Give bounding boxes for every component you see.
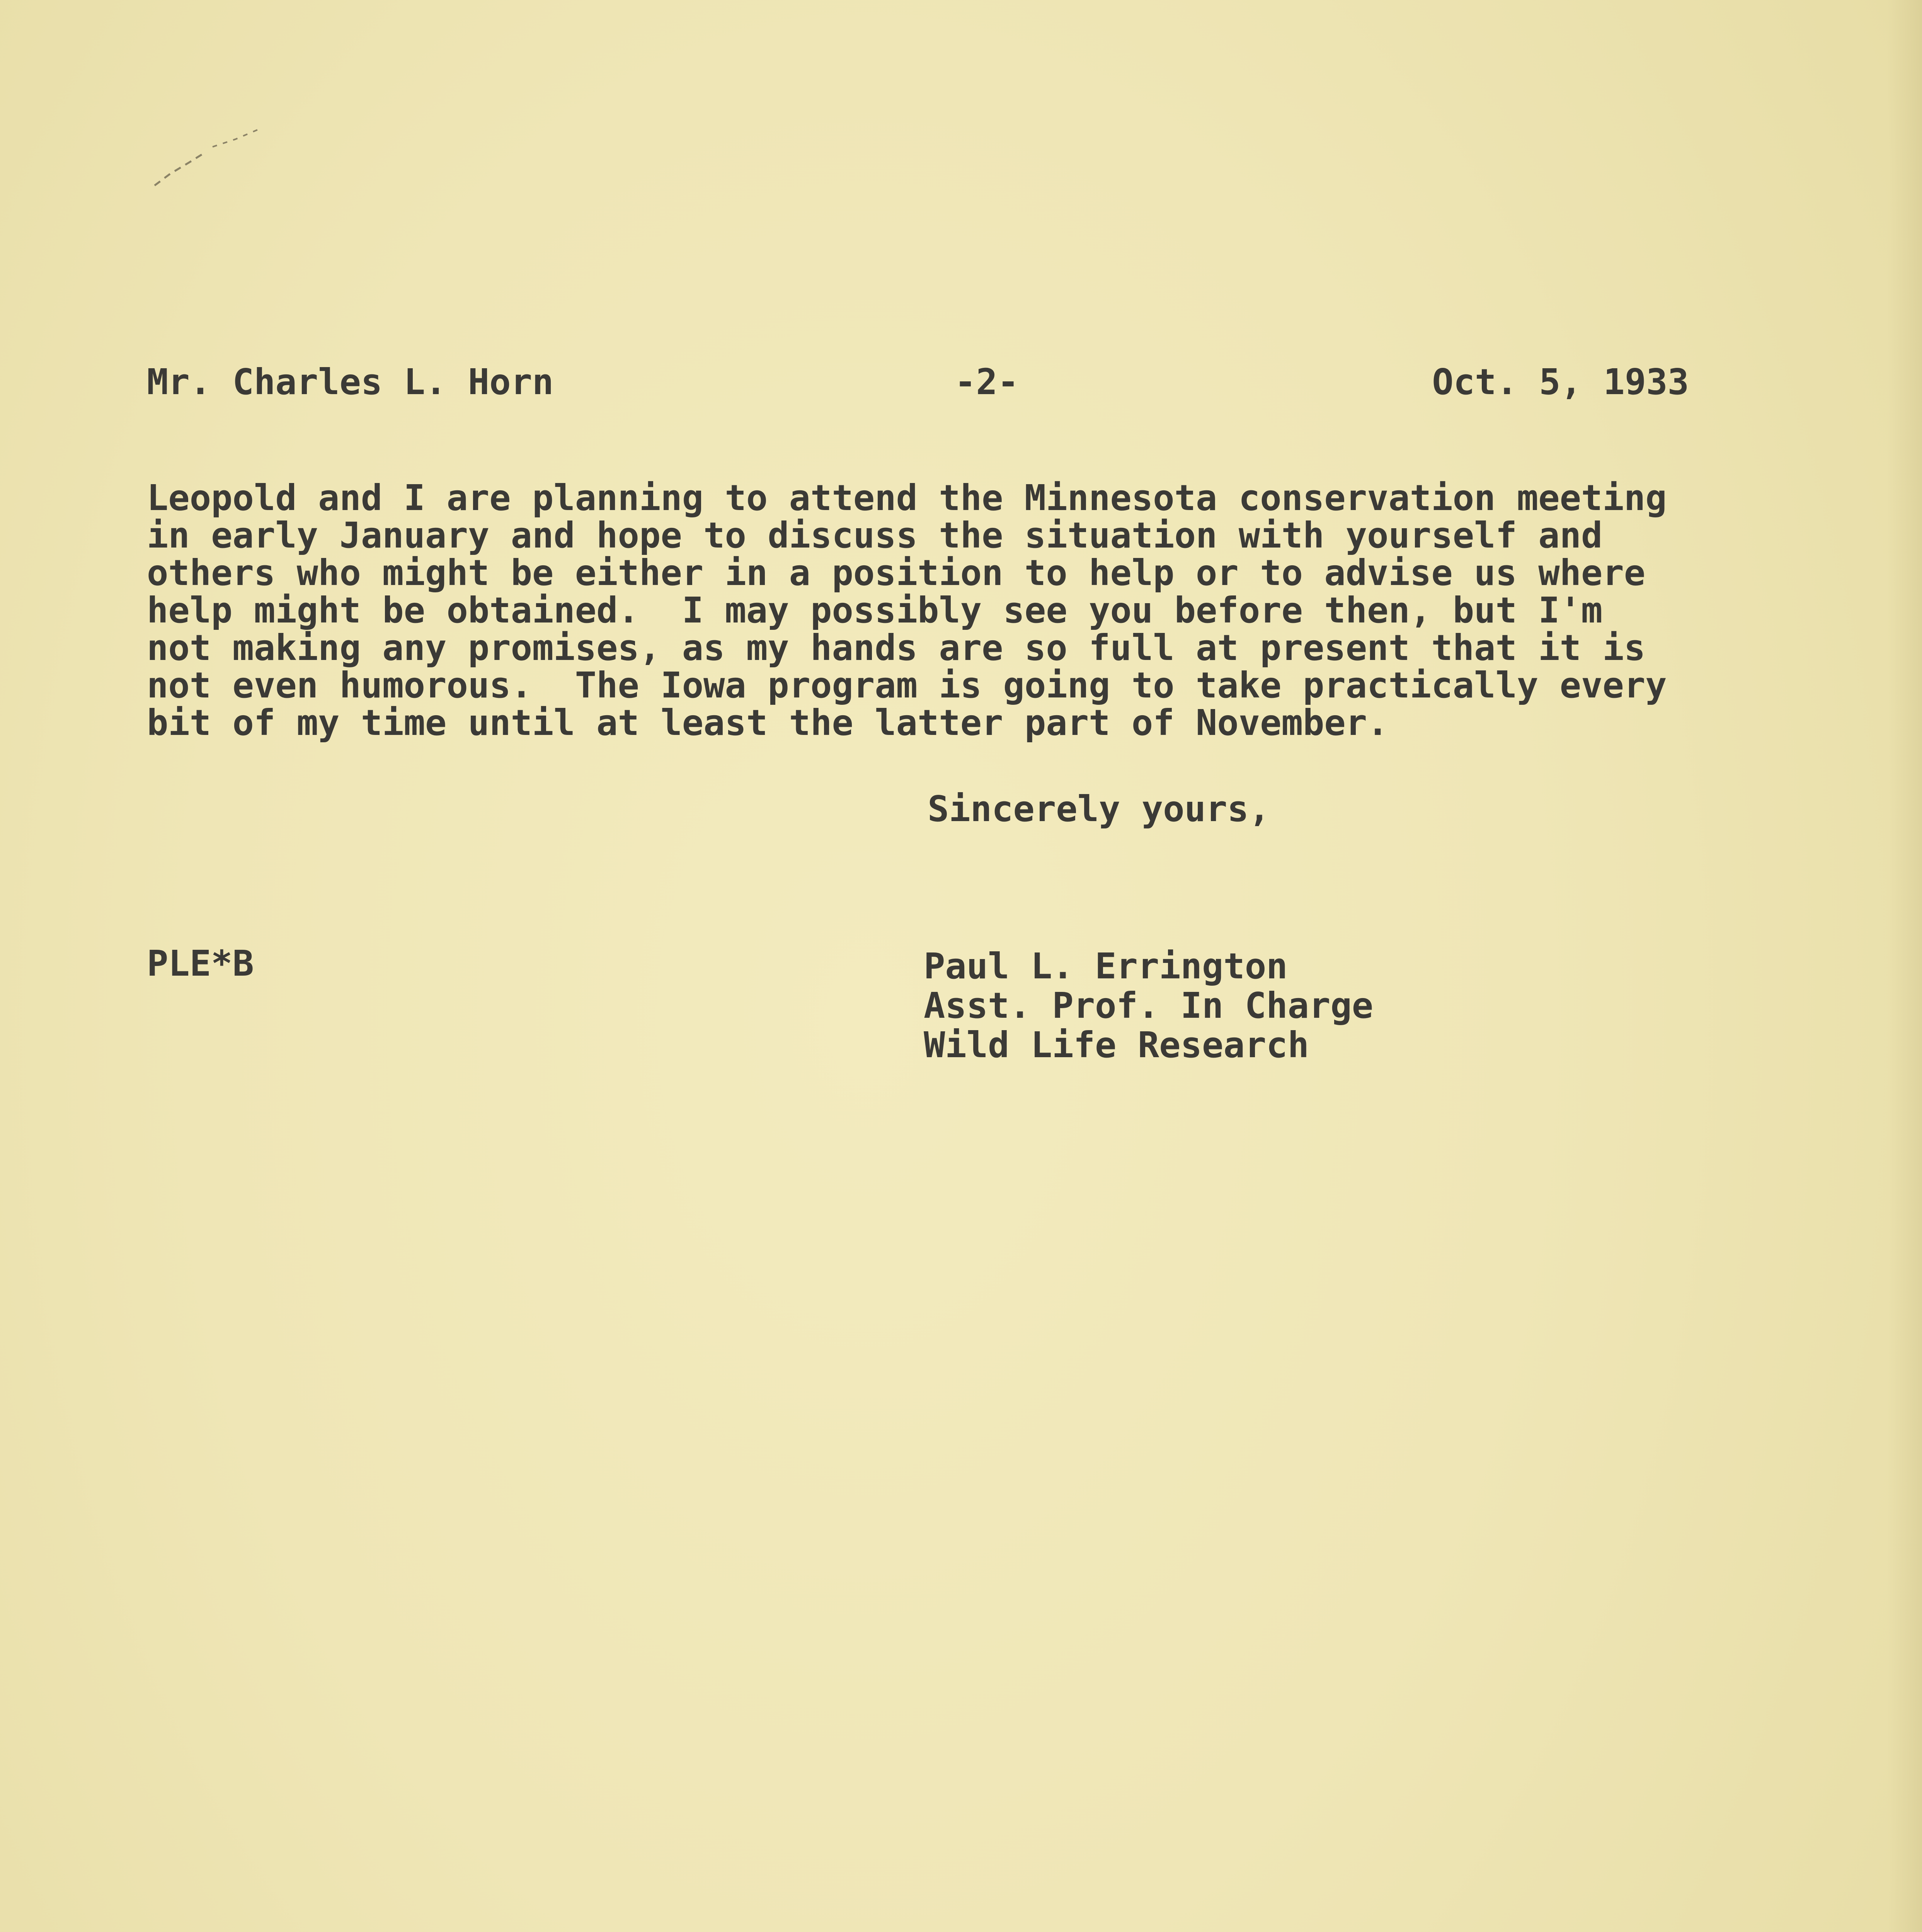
body-line: in early January and hope to discuss the situation with yourself and: [147, 515, 1603, 556]
typist-initials: PLE*B: [147, 943, 254, 984]
body-line: bit of my time until at least the latter part of November.: [147, 702, 1389, 743]
body-line: Leopold and I are planning to attend the Minnesota conservation meeting: [147, 477, 1667, 519]
body-line: not even humorous. The Iowa program is going to take practically every: [147, 665, 1667, 706]
signature-block: [924, 947, 1373, 1065]
body-line: not making any promises, as my hands are so full at present that it is: [147, 627, 1646, 668]
signer-department: Wild Life Research: [924, 1024, 1309, 1066]
signer-name: Paul L. Errington: [924, 946, 1288, 987]
letter-body: [147, 479, 1793, 742]
letter-date: Oct. 5, 1933: [1432, 361, 1689, 403]
paper-mark: [147, 116, 278, 193]
body-line: others who might be either in a position to help or to advise us where: [147, 552, 1646, 594]
letter-header: [147, 361, 1689, 408]
signer-title: Asst. Prof. In Charge: [924, 985, 1374, 1026]
body-line: help might be obtained. I may possibly see you before then, but I'm: [147, 590, 1603, 631]
page-number: -2-: [955, 361, 1019, 403]
page-edge-shadow: [1887, 0, 1922, 1932]
closing-salutation: Sincerely yours,: [928, 788, 1270, 830]
recipient-name: Mr. Charles L. Horn: [147, 361, 554, 403]
